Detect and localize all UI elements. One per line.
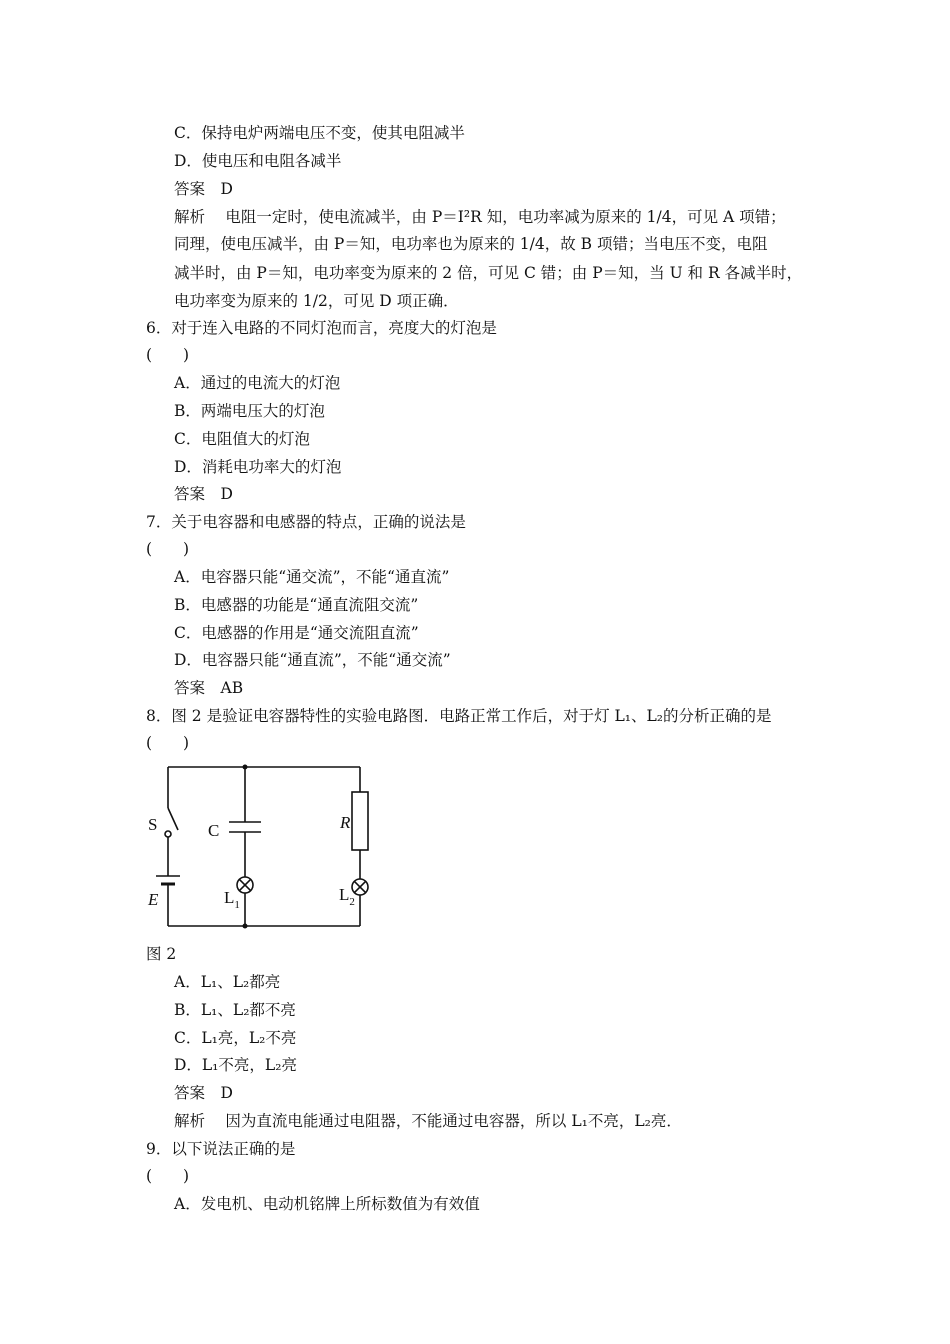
q6-answer-paren: ( ) [146, 346, 190, 364]
junction-bottom [243, 924, 248, 929]
figure-caption: 图 2 [146, 945, 177, 963]
q9-stem: 9．以下说法正确的是 [146, 1140, 296, 1158]
q5-answer: 答案 D [174, 180, 233, 198]
q8-stem: 8．图 2 是验证电容器特性的实验电路图．电路正常工作后，对于灯 L₁、L₂的分析正确的是 [146, 707, 772, 725]
q8-option-b: B．L₁、L₂都不亮 [174, 1001, 296, 1019]
q5-explanation-line-4: 电功率变为原来的 1/2，可见 D 项正确． [174, 292, 459, 310]
q6-option-a: A．通过的电流大的灯泡 [174, 374, 341, 392]
q8-answer: 答案 D [174, 1084, 233, 1102]
label-resistor-r: R [340, 813, 351, 832]
q7-stem: 7．关于电容器和电感器的特点，正确的说法是 [146, 513, 466, 531]
q8-option-c: C．L₁亮，L₂不亮 [174, 1029, 297, 1047]
q6-option-d: D．消耗电功率大的灯泡 [174, 458, 342, 476]
q6-stem: 6．对于连入电路的不同灯泡而言，亮度大的灯泡是 [146, 319, 497, 337]
junction-top [243, 765, 248, 770]
q8-answer-paren: ( ) [146, 734, 190, 752]
q5-explanation-line-1: 解析 电阻一定时，使电流减半，由 P＝I²R 知，电功率减为原来的 1/4，可见 A 项错； [174, 208, 786, 226]
q9-answer-paren: ( ) [146, 1167, 190, 1185]
q8-explanation: 解析 因为直流电能通过电阻器，不能通过电容器，所以 L₁不亮，L₂亮． [174, 1112, 682, 1130]
q6-option-c: C．电阻值大的灯泡 [174, 430, 310, 448]
q9-option-a: A．发电机、电动机铭牌上所标数值为有效值 [174, 1195, 480, 1213]
label-capacitor-c: C [208, 821, 220, 840]
label-switch-s: S [148, 815, 158, 834]
q5-option-c: C．保持电炉两端电压不变，使其电阻减半 [174, 124, 465, 142]
q7-option-a: A．电容器只能“通交流”，不能“通直流” [174, 568, 450, 586]
q7-answer-paren: ( ) [146, 540, 190, 558]
label-lamp-l2: $L_2$ [339, 885, 355, 908]
q5-option-d: D．使电压和电阻各减半 [174, 152, 342, 170]
switch-contact [165, 831, 171, 837]
q8-option-a: A．L₁、L₂都亮 [174, 973, 281, 991]
q7-answer: 答案 AB [174, 679, 244, 697]
label-lamp-l1: $L_1$ [224, 888, 240, 911]
q7-option-d: D．电容器只能“通直流”，不能“通交流” [174, 651, 451, 669]
q5-explanation-line-3: 减半时，由 P＝知，电功率变为原来的 2 倍，可见 C 错；由 P＝知，当 U 和 R 各减半时， [174, 264, 803, 282]
q6-answer: 答案 D [174, 485, 233, 503]
resistor [352, 792, 368, 850]
q6-option-b: B．两端电压大的灯泡 [174, 402, 325, 420]
label-battery-e: E [148, 890, 159, 909]
lamp-l2 [352, 879, 368, 895]
q7-option-b: B．电感器的功能是“通直流阻交流” [174, 596, 419, 614]
circuit-diagram [140, 758, 380, 938]
q7-option-c: C．电感器的作用是“通交流阻直流” [174, 624, 419, 642]
switch-blade [168, 808, 178, 830]
q8-option-d: D．L₁不亮，L₂亮 [174, 1056, 297, 1074]
lamp-l1 [237, 877, 253, 893]
q5-explanation-line-2: 同理，使电压减半，由 P＝知，电功率也为原来的 1/4，故 B 项错；当电压不变，电阻 [174, 235, 768, 253]
